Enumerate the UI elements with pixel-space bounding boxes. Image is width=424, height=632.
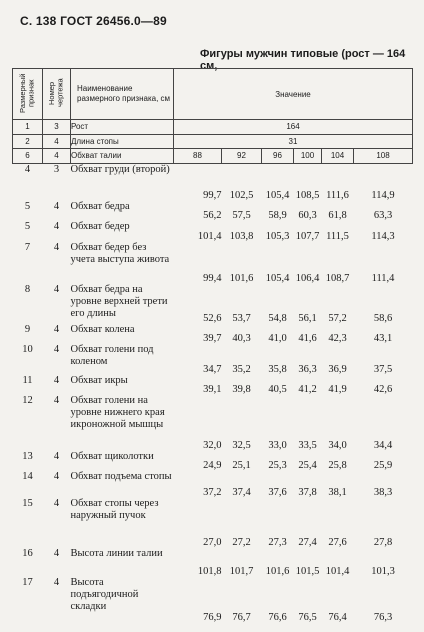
cell-drawing: 4	[53, 395, 60, 406]
cell-value: 105,3	[265, 231, 290, 242]
cell-value: 27,3	[268, 537, 287, 548]
cell-waist: 104	[322, 149, 354, 164]
cell-value: 35,8	[268, 364, 287, 375]
cell-drawing: 4	[53, 471, 60, 482]
table-row	[13, 344, 413, 375]
cell-name: Обхват бедер без учета выступа живота	[70, 242, 170, 265]
cell-drawing: 4	[53, 375, 60, 386]
size-table	[12, 68, 413, 623]
cell-sign: 5	[24, 201, 31, 212]
cell-value: 57,2	[328, 313, 347, 324]
cell-value: 37,8	[298, 487, 317, 498]
cell-value: 42,6	[373, 384, 393, 395]
cell-value: 105,4	[265, 273, 290, 284]
cell-sign: 14	[22, 471, 33, 482]
table-row	[13, 149, 413, 164]
cell-name: Обхват голени на уровне нижнего края икроножной мышцы	[70, 395, 165, 430]
cell-name: Высота линии талии	[70, 548, 163, 559]
cell-name: Обхват щиколотки	[70, 451, 154, 462]
cell-value: 101,3	[371, 566, 395, 577]
cell-sign: 17	[22, 577, 33, 588]
cell-value: 52,6	[203, 313, 222, 324]
cell-name: Обхват талии	[71, 149, 174, 164]
table-row	[13, 395, 413, 451]
cell-drawing: 4	[53, 201, 60, 212]
cell-value: 60,3	[298, 210, 317, 221]
cell-value: 103,8	[229, 231, 254, 242]
table-row	[13, 548, 413, 577]
cell-waist: 92	[222, 149, 262, 164]
cell-name: Обхват груди (второй)	[70, 163, 170, 175]
cell-value: 32,0	[203, 440, 222, 451]
cell-value: 108,5	[295, 190, 320, 201]
cell-value: 58,6	[373, 313, 393, 324]
cell-drawing: 4	[43, 134, 71, 149]
cell-value: 41,0	[268, 333, 287, 344]
cell-value: 76,7	[232, 612, 251, 623]
cell-drawing: 3	[53, 163, 60, 175]
cell-value: 76,4	[328, 612, 347, 623]
cell-value: 39,8	[232, 384, 251, 395]
table-row	[13, 498, 413, 548]
cell-value: 39,1	[203, 384, 222, 395]
cell-name: Обхват бедер	[70, 221, 130, 232]
cell-value: 27,4	[298, 537, 317, 548]
cell-value: 63,3	[373, 210, 393, 221]
header-value: Значение	[174, 69, 413, 120]
header-sign-no: Размерный признак	[13, 69, 43, 120]
cell-value: 58,9	[268, 210, 287, 221]
table-row	[13, 242, 413, 284]
cell-value: 33,0	[268, 440, 287, 451]
cell-value: 36,3	[298, 364, 317, 375]
cell-sign: 8	[24, 284, 31, 295]
cell-value: 37,2	[203, 487, 222, 498]
cell-sign: 5	[24, 221, 31, 232]
cell-drawing: 4	[53, 498, 60, 509]
cell-sign: 4	[24, 163, 31, 175]
cell-value: 32,5	[232, 440, 251, 451]
cell-value: 53,7	[232, 313, 251, 324]
cell-drawing: 4	[43, 149, 71, 164]
cell-name: Обхват колена	[70, 324, 135, 335]
cell-value: 33,5	[298, 440, 317, 451]
table-row	[13, 163, 413, 201]
cell-sign: 12	[22, 395, 33, 406]
cell-value: 76,9	[203, 612, 222, 623]
cell-name: Обхват бедра на уровне верхней трети его длины	[70, 284, 168, 319]
cell-name: Обхват икры	[70, 375, 128, 386]
cell-value: 164	[174, 120, 413, 135]
cell-value: 37,6	[268, 487, 287, 498]
cell-value: 34,7	[203, 364, 222, 375]
header-name: Наименование размерного признака, см	[71, 69, 174, 120]
table-row	[13, 324, 413, 344]
cell-value: 37,4	[232, 487, 251, 498]
table-row	[13, 451, 413, 471]
cell-value: 111,5	[326, 231, 349, 242]
cell-value: 101,4	[197, 231, 222, 242]
cell-drawing: 4	[53, 548, 60, 559]
cell-value: 24,9	[203, 460, 222, 471]
cell-value: 27,0	[203, 537, 222, 548]
cell-value: 56,2	[203, 210, 222, 221]
cell-value: 40,5	[268, 384, 287, 395]
cell-value: 76,3	[373, 612, 393, 623]
cell-name: Обхват голени под коленом	[70, 344, 154, 367]
cell-waist: 100	[294, 149, 322, 164]
cell-value: 105,4	[265, 190, 290, 201]
cell-value: 107,7	[295, 231, 320, 242]
cell-value: 25,9	[373, 460, 393, 471]
cell-sign: 15	[22, 498, 33, 509]
cell-value: 41,9	[328, 384, 347, 395]
cell-drawing: 3	[43, 120, 71, 135]
cell-sign: 11	[22, 375, 33, 386]
cell-value: 39,7	[203, 333, 222, 344]
header-drawing-no: Номер чертежа	[43, 69, 71, 120]
cell-sign: 9	[24, 324, 31, 335]
table-row	[13, 471, 413, 498]
table-row	[13, 134, 413, 149]
cell-drawing: 4	[53, 324, 60, 335]
cell-value: 25,1	[232, 460, 251, 471]
cell-value: 38,3	[373, 487, 393, 498]
cell-sign: 10	[22, 344, 33, 355]
cell-waist: 108	[354, 149, 413, 164]
cell-value: 102,5	[229, 190, 254, 201]
cell-value: 99,7	[203, 190, 222, 201]
cell-value: 41,6	[298, 333, 317, 344]
cell-value: 25,4	[298, 460, 317, 471]
cell-value: 27,6	[328, 537, 347, 548]
cell-value: 42,3	[328, 333, 347, 344]
cell-value: 40,3	[232, 333, 251, 344]
cell-value: 101,6	[265, 566, 290, 577]
cell-value: 101,6	[229, 273, 254, 284]
cell-value: 61,8	[328, 210, 347, 221]
cell-name: Высота подъягодичной складки	[70, 577, 139, 612]
cell-value: 43,1	[373, 333, 393, 344]
cell-drawing: 4	[53, 577, 60, 588]
table-row	[13, 201, 413, 221]
cell-name: Обхват стопы через наружный пучок	[70, 498, 159, 521]
cell-value: 76,5	[298, 612, 317, 623]
cell-value: 25,8	[328, 460, 347, 471]
cell-value: 34,0	[328, 440, 347, 451]
table-row	[13, 375, 413, 395]
cell-value: 108,7	[325, 273, 350, 284]
cell-value: 56,1	[298, 313, 317, 324]
table-row	[13, 221, 413, 242]
cell-value: 114,3	[371, 231, 395, 242]
table-row	[13, 577, 413, 623]
cell-value: 101,4	[325, 566, 350, 577]
cell-value: 99,4	[203, 273, 222, 284]
cell-value: 38,1	[328, 487, 347, 498]
cell-value: 101,7	[229, 566, 254, 577]
cell-name: Длина стопы	[71, 134, 174, 149]
cell-drawing: 4	[53, 242, 60, 253]
cell-sign: 2	[13, 134, 43, 149]
cell-value: 37,5	[373, 364, 393, 375]
cell-sign: 6	[13, 149, 43, 164]
cell-name: Обхват подъема стопы	[70, 471, 172, 482]
cell-value: 76,6	[268, 612, 287, 623]
cell-waist: 88	[174, 149, 222, 164]
cell-value: 111,6	[326, 190, 349, 201]
cell-drawing: 4	[53, 221, 60, 232]
cell-value: 31	[174, 134, 413, 149]
cell-sign: 7	[24, 242, 31, 253]
cell-value: 106,4	[295, 273, 320, 284]
cell-value: 34,4	[373, 440, 393, 451]
cell-value: 101,5	[295, 566, 320, 577]
table-row	[13, 120, 413, 135]
cell-name: Рост	[71, 120, 174, 135]
cell-drawing: 4	[53, 284, 60, 295]
cell-sign: 16	[22, 548, 33, 559]
cell-sign: 13	[22, 451, 33, 462]
page-header: С. 138 ГОСТ 26456.0—89	[20, 14, 167, 28]
cell-value: 41,2	[298, 384, 317, 395]
cell-value: 25,3	[268, 460, 287, 471]
cell-sign: 1	[13, 120, 43, 135]
cell-name: Обхват бедра	[70, 201, 130, 212]
cell-value: 114,9	[371, 190, 395, 201]
cell-value: 101,8	[197, 566, 222, 577]
cell-value: 27,8	[373, 537, 393, 548]
cell-value: 27,2	[232, 537, 251, 548]
cell-value: 54,8	[268, 313, 287, 324]
cell-value: 57,5	[232, 210, 251, 221]
cell-value: 111,4	[371, 273, 395, 284]
table-row	[13, 284, 413, 324]
cell-drawing: 4	[53, 451, 60, 462]
cell-waist: 96	[262, 149, 294, 164]
table-header-row	[13, 69, 413, 120]
cell-value: 35,2	[232, 364, 251, 375]
cell-drawing: 4	[53, 344, 60, 355]
cell-value: 36,9	[328, 364, 347, 375]
table-caption: Фигуры мужчин типовые (рост — 164 см,	[200, 48, 406, 72]
